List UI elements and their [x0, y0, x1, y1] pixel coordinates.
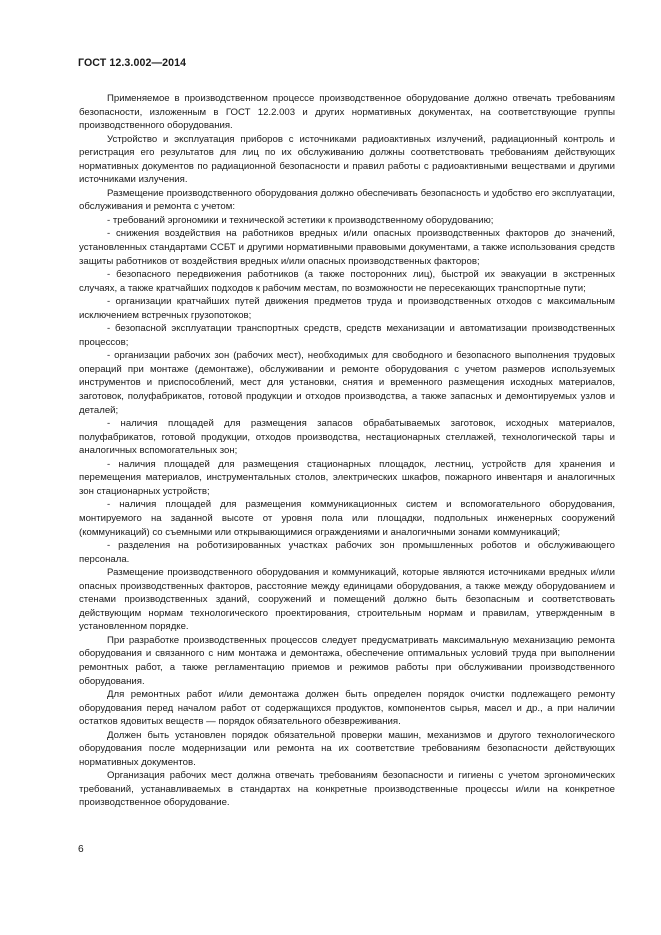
document-body — [79, 92, 615, 810]
list-item: - наличия площадей для размещения стационарных площадок, лестниц, устройств для хранения и перемещения материалов, инструментальных столов, электрических шкафов, пожарного инвентаря и аналогичных зон стационарных устройств; — [79, 458, 615, 497]
paragraph: При разработке производственных процессов следует предусматривать максимальную механизацию ремонта оборудования и связанного с ним монтажа и демонтажа, обеспечение оптимальных условий труда при выполнении ремонтных работ, а также регламентацию приемов и режимов работы при обслуживании производственного оборудования. — [79, 634, 615, 687]
paragraph: Должен быть установлен порядок обязательной проверки машин, механизмов и другого технологического оборудования после модернизации или ремонта на их соответствие требованиям безопасности действующих нормативных документов. — [79, 729, 615, 768]
page-number: 6 — [78, 844, 84, 855]
paragraph: Применяемое в производственном процессе производственное оборудование должно отвечать требованиям безопасности, изложенным в ГОСТ 12.2.003 и других нормативных документах, на соответствующие группы производственного оборудования. — [79, 93, 615, 132]
list-item: - разделения на роботизированных участках рабочих зон промышленных роботов и обслуживающего персонала. — [79, 540, 615, 565]
paragraph: Устройство и эксплуатация приборов с источниками радиоактивных излучений, радиационный контроль и регистрация его результатов для лиц по их обслуживанию должны соответствовать требованиям действующих нормативных документов по радиационной безопасности и правил работы с радиоактивными веществами и другими источниками излучения. — [79, 133, 615, 186]
paragraph: Размещение производственного оборудования и коммуникаций, которые являются источниками вредных и/или опасных производственных факторов, расстояние между единицами оборудования, а также между оборудованием и стенами производственных зданий, сооружений и помещений должно быть безопасным и соответствовать действующим нормам технологического проектирования, строительным нормам и правилам, утвержденным в установленном порядке. — [79, 567, 615, 633]
list-item: - наличия площадей для размещения запасов обрабатываемых заготовок, исходных материалов, полуфабрикатов, готовой продукции, отходов производства, нестационарных стеллажей, технологической тары и аналогичных вспомогательных зон; — [79, 418, 615, 457]
paragraph: Организация рабочих мест должна отвечать требованиям безопасности и гигиены с учетом эргономических требований, устанавливаемых в стандартах на конкретные производственные процессы и/или на конкретное производственное оборудование. — [79, 770, 615, 809]
list-item: - требований эргономики и технической эстетики к производственному оборудованию; — [107, 214, 494, 226]
list-item: - наличия площадей для размещения коммуникационных систем и вспомогательного оборудования, монтируемого на заданной высоте от уровня пола или площадки, подпольных инженерных сооружений (коммуникаций) со съемными или открывающимися ограждениями и аналогичными зонами коммуникаций; — [79, 499, 615, 538]
list-item: - организации рабочих зон (рабочих мест), необходимых для свободного и безопасного выполнения трудовых операций при монтаже (демонтаже), обслуживании и ремонте оборудования с учетом размеров используемых инструментов и приспособлений, мест для установки, снятия и временного размещения исходных материалов, заготовок, полуфабрикатов, готовой продукции и отходов производства, а также запасных и демонтируемых узлов и деталей; — [79, 350, 615, 416]
paragraph: Размещение производственного оборудования должно обеспечивать безопасность и удобство его эксплуатации, обслуживания и ремонта с учетом: — [79, 187, 615, 213]
list-item: - организации кратчайших путей движения предметов труда и производственных отходов с максимальным исключением встречных грузопотоков; — [79, 296, 615, 321]
list-item: - безопасного передвижения работников (а также посторонних лиц), быстрой их эвакуации в экстренных случаях, а также кратчайших подходов к рабочим местам, по возможности не пересекающих транспортные пути; — [79, 269, 615, 294]
paragraph: Для ремонтных работ и/или демонтажа должен быть определен порядок очистки подлежащего ремонту оборудования перед началом работ от содержащихся продуктов, компонентов сырья, масел и др., а при наличии остатков ядовитых веществ — порядок обязательного обезвреживания. — [79, 689, 615, 728]
document-code-header: ГОСТ 12.3.002—2014 — [78, 57, 187, 69]
list-item: - снижения воздействия на работников вредных и/или опасных производственных факторов до значений, установленных стандартами ССБТ и другими нормативными правовыми документами, а также использования средств защиты работников от воздействия вредных и/или опасных производственных факторов; — [79, 228, 615, 267]
list-item: - безопасной эксплуатации транспортных средств, средств механизации и автоматизации производственных процессов; — [79, 323, 615, 348]
